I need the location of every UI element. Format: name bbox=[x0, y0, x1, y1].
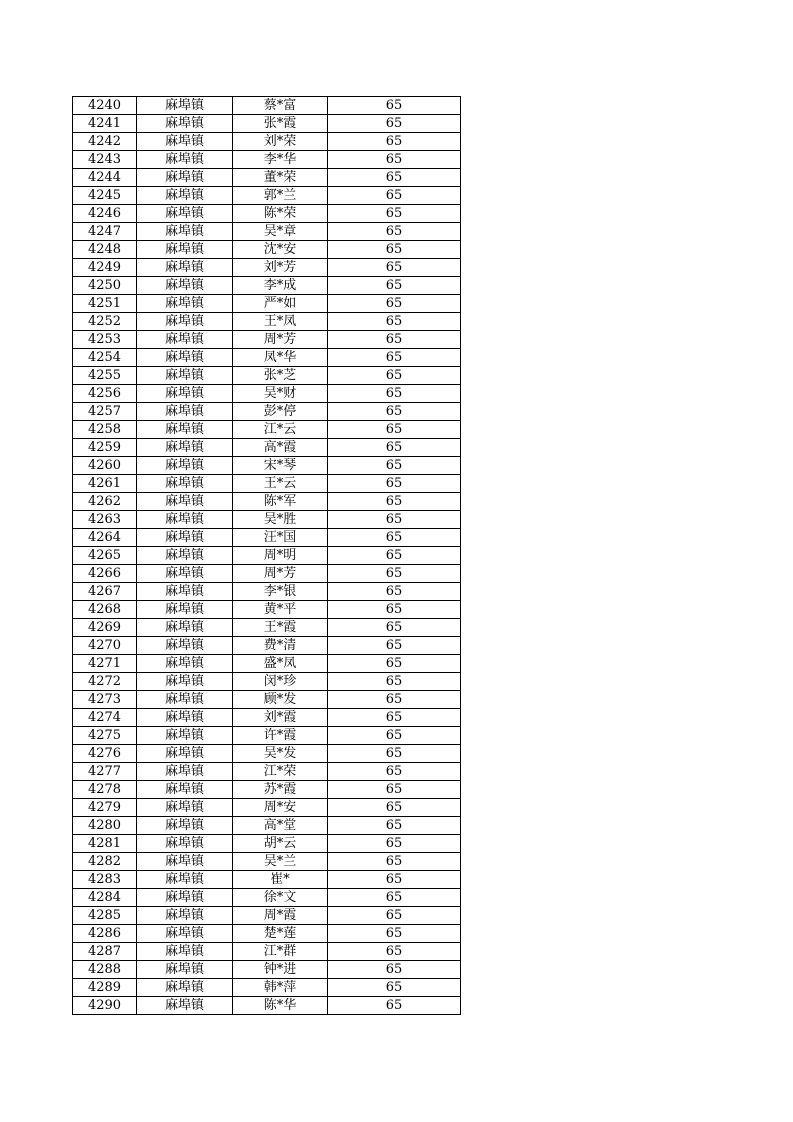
row-number-cell: 4278 bbox=[73, 781, 137, 799]
town-cell: 麻埠镇 bbox=[137, 205, 233, 223]
town-cell: 麻埠镇 bbox=[137, 655, 233, 673]
name-cell: 刘*荣 bbox=[233, 133, 328, 151]
table-row bbox=[73, 169, 461, 187]
town-cell: 麻埠镇 bbox=[137, 295, 233, 313]
table-row bbox=[73, 331, 461, 349]
name-cell: 苏*霞 bbox=[233, 781, 328, 799]
name-cell: 吴*章 bbox=[233, 223, 328, 241]
age-cell: 65 bbox=[328, 853, 461, 871]
row-number-cell: 4241 bbox=[73, 115, 137, 133]
town-cell: 麻埠镇 bbox=[137, 727, 233, 745]
town-cell: 麻埠镇 bbox=[137, 961, 233, 979]
table-row bbox=[73, 223, 461, 241]
town-cell: 麻埠镇 bbox=[137, 547, 233, 565]
age-cell: 65 bbox=[328, 727, 461, 745]
town-cell: 麻埠镇 bbox=[137, 349, 233, 367]
town-cell: 麻埠镇 bbox=[137, 619, 233, 637]
name-cell: 吴*财 bbox=[233, 385, 328, 403]
age-cell: 65 bbox=[328, 133, 461, 151]
name-cell: 郭*兰 bbox=[233, 187, 328, 205]
row-number-cell: 4288 bbox=[73, 961, 137, 979]
row-number-cell: 4276 bbox=[73, 745, 137, 763]
age-cell: 65 bbox=[328, 493, 461, 511]
table-row bbox=[73, 925, 461, 943]
row-number-cell: 4266 bbox=[73, 565, 137, 583]
row-number-cell: 4289 bbox=[73, 979, 137, 997]
name-cell: 刘*芳 bbox=[233, 259, 328, 277]
town-cell: 麻埠镇 bbox=[137, 583, 233, 601]
row-number-cell: 4245 bbox=[73, 187, 137, 205]
table-row bbox=[73, 871, 461, 889]
age-cell: 65 bbox=[328, 619, 461, 637]
age-cell: 65 bbox=[328, 367, 461, 385]
town-cell: 麻埠镇 bbox=[137, 691, 233, 709]
age-cell: 65 bbox=[328, 511, 461, 529]
table-row bbox=[73, 259, 461, 277]
table-row bbox=[73, 907, 461, 925]
table-row bbox=[73, 943, 461, 961]
age-cell: 65 bbox=[328, 403, 461, 421]
table-row bbox=[73, 97, 461, 115]
name-cell: 王*霞 bbox=[233, 619, 328, 637]
town-cell: 麻埠镇 bbox=[137, 889, 233, 907]
age-cell: 65 bbox=[328, 385, 461, 403]
table-row bbox=[73, 583, 461, 601]
row-number-cell: 4240 bbox=[73, 97, 137, 115]
town-cell: 麻埠镇 bbox=[137, 241, 233, 259]
age-cell: 65 bbox=[328, 565, 461, 583]
row-number-cell: 4285 bbox=[73, 907, 137, 925]
town-cell: 麻埠镇 bbox=[137, 259, 233, 277]
town-cell: 麻埠镇 bbox=[137, 115, 233, 133]
town-cell: 麻埠镇 bbox=[137, 385, 233, 403]
town-cell: 麻埠镇 bbox=[137, 943, 233, 961]
row-number-cell: 4284 bbox=[73, 889, 137, 907]
row-number-cell: 4244 bbox=[73, 169, 137, 187]
row-number-cell: 4290 bbox=[73, 997, 137, 1015]
name-cell: 周*安 bbox=[233, 799, 328, 817]
table-row bbox=[73, 619, 461, 637]
town-cell: 麻埠镇 bbox=[137, 493, 233, 511]
row-number-cell: 4262 bbox=[73, 493, 137, 511]
town-cell: 麻埠镇 bbox=[137, 151, 233, 169]
row-number-cell: 4271 bbox=[73, 655, 137, 673]
table-row bbox=[73, 979, 461, 997]
name-cell: 周*霞 bbox=[233, 907, 328, 925]
row-number-cell: 4268 bbox=[73, 601, 137, 619]
row-number-cell: 4258 bbox=[73, 421, 137, 439]
town-cell: 麻埠镇 bbox=[137, 637, 233, 655]
name-cell: 陈*军 bbox=[233, 493, 328, 511]
row-number-cell: 4260 bbox=[73, 457, 137, 475]
age-cell: 65 bbox=[328, 943, 461, 961]
age-cell: 65 bbox=[328, 205, 461, 223]
age-cell: 65 bbox=[328, 745, 461, 763]
name-cell: 汪*国 bbox=[233, 529, 328, 547]
row-number-cell: 4255 bbox=[73, 367, 137, 385]
name-cell: 宋*琴 bbox=[233, 457, 328, 475]
table-body bbox=[73, 97, 461, 1015]
name-cell: 吴*发 bbox=[233, 745, 328, 763]
name-cell: 周*芳 bbox=[233, 565, 328, 583]
table-row bbox=[73, 151, 461, 169]
town-cell: 麻埠镇 bbox=[137, 853, 233, 871]
town-cell: 麻埠镇 bbox=[137, 745, 233, 763]
age-cell: 65 bbox=[328, 115, 461, 133]
town-cell: 麻埠镇 bbox=[137, 817, 233, 835]
name-cell: 黄*平 bbox=[233, 601, 328, 619]
row-number-cell: 4242 bbox=[73, 133, 137, 151]
row-number-cell: 4286 bbox=[73, 925, 137, 943]
age-cell: 65 bbox=[328, 187, 461, 205]
name-cell: 江*荣 bbox=[233, 763, 328, 781]
age-cell: 65 bbox=[328, 673, 461, 691]
age-cell: 65 bbox=[328, 817, 461, 835]
age-cell: 65 bbox=[328, 529, 461, 547]
name-cell: 顾*发 bbox=[233, 691, 328, 709]
row-number-cell: 4264 bbox=[73, 529, 137, 547]
row-number-cell: 4256 bbox=[73, 385, 137, 403]
name-cell: 彭*停 bbox=[233, 403, 328, 421]
town-cell: 麻埠镇 bbox=[137, 367, 233, 385]
table-row bbox=[73, 529, 461, 547]
town-cell: 麻埠镇 bbox=[137, 223, 233, 241]
age-cell: 65 bbox=[328, 547, 461, 565]
name-cell: 徐*文 bbox=[233, 889, 328, 907]
name-cell: 闵*珍 bbox=[233, 673, 328, 691]
town-cell: 麻埠镇 bbox=[137, 781, 233, 799]
town-cell: 麻埠镇 bbox=[137, 169, 233, 187]
age-cell: 65 bbox=[328, 277, 461, 295]
age-cell: 65 bbox=[328, 331, 461, 349]
table-row bbox=[73, 691, 461, 709]
row-number-cell: 4249 bbox=[73, 259, 137, 277]
age-cell: 65 bbox=[328, 457, 461, 475]
town-cell: 麻埠镇 bbox=[137, 835, 233, 853]
name-cell: 盛*凤 bbox=[233, 655, 328, 673]
name-cell: 崔* bbox=[233, 871, 328, 889]
age-cell: 65 bbox=[328, 421, 461, 439]
table-row bbox=[73, 277, 461, 295]
table-row bbox=[73, 493, 461, 511]
age-cell: 65 bbox=[328, 709, 461, 727]
town-cell: 麻埠镇 bbox=[137, 511, 233, 529]
name-cell: 陈*荣 bbox=[233, 205, 328, 223]
table-row bbox=[73, 403, 461, 421]
name-cell: 吴*胜 bbox=[233, 511, 328, 529]
row-number-cell: 4261 bbox=[73, 475, 137, 493]
name-cell: 钟*进 bbox=[233, 961, 328, 979]
age-cell: 65 bbox=[328, 655, 461, 673]
name-cell: 江*群 bbox=[233, 943, 328, 961]
table-row bbox=[73, 763, 461, 781]
age-cell: 65 bbox=[328, 241, 461, 259]
row-number-cell: 4251 bbox=[73, 295, 137, 313]
age-cell: 65 bbox=[328, 835, 461, 853]
table-row bbox=[73, 349, 461, 367]
table-row bbox=[73, 853, 461, 871]
name-cell: 周*芳 bbox=[233, 331, 328, 349]
row-number-cell: 4252 bbox=[73, 313, 137, 331]
town-cell: 麻埠镇 bbox=[137, 331, 233, 349]
town-cell: 麻埠镇 bbox=[137, 763, 233, 781]
table-row bbox=[73, 511, 461, 529]
row-number-cell: 4273 bbox=[73, 691, 137, 709]
town-cell: 麻埠镇 bbox=[137, 799, 233, 817]
age-cell: 65 bbox=[328, 871, 461, 889]
name-cell: 严*如 bbox=[233, 295, 328, 313]
table-row bbox=[73, 655, 461, 673]
age-cell: 65 bbox=[328, 889, 461, 907]
table-row bbox=[73, 601, 461, 619]
age-cell: 65 bbox=[328, 979, 461, 997]
row-number-cell: 4275 bbox=[73, 727, 137, 745]
row-number-cell: 4281 bbox=[73, 835, 137, 853]
age-cell: 65 bbox=[328, 997, 461, 1015]
table-row bbox=[73, 997, 461, 1015]
age-cell: 65 bbox=[328, 583, 461, 601]
town-cell: 麻埠镇 bbox=[137, 133, 233, 151]
table-row bbox=[73, 421, 461, 439]
table-row bbox=[73, 961, 461, 979]
town-cell: 麻埠镇 bbox=[137, 187, 233, 205]
name-cell: 楚*莲 bbox=[233, 925, 328, 943]
table-row bbox=[73, 835, 461, 853]
table-row bbox=[73, 187, 461, 205]
town-cell: 麻埠镇 bbox=[137, 709, 233, 727]
table-row bbox=[73, 799, 461, 817]
table-row bbox=[73, 295, 461, 313]
table-row bbox=[73, 439, 461, 457]
name-cell: 蔡*富 bbox=[233, 97, 328, 115]
name-cell: 刘*霞 bbox=[233, 709, 328, 727]
table-row bbox=[73, 547, 461, 565]
age-cell: 65 bbox=[328, 763, 461, 781]
row-number-cell: 4263 bbox=[73, 511, 137, 529]
age-cell: 65 bbox=[328, 691, 461, 709]
row-number-cell: 4257 bbox=[73, 403, 137, 421]
town-cell: 麻埠镇 bbox=[137, 907, 233, 925]
town-cell: 麻埠镇 bbox=[137, 97, 233, 115]
name-cell: 高*堂 bbox=[233, 817, 328, 835]
row-number-cell: 4280 bbox=[73, 817, 137, 835]
table-row bbox=[73, 817, 461, 835]
age-cell: 65 bbox=[328, 349, 461, 367]
name-cell: 董*荣 bbox=[233, 169, 328, 187]
town-cell: 麻埠镇 bbox=[137, 601, 233, 619]
table-row bbox=[73, 781, 461, 799]
table-row bbox=[73, 745, 461, 763]
row-number-cell: 4265 bbox=[73, 547, 137, 565]
row-number-cell: 4254 bbox=[73, 349, 137, 367]
age-cell: 65 bbox=[328, 223, 461, 241]
age-cell: 65 bbox=[328, 601, 461, 619]
table-row bbox=[73, 637, 461, 655]
table-row bbox=[73, 241, 461, 259]
name-cell: 沈*安 bbox=[233, 241, 328, 259]
age-cell: 65 bbox=[328, 925, 461, 943]
age-cell: 65 bbox=[328, 169, 461, 187]
town-cell: 麻埠镇 bbox=[137, 421, 233, 439]
row-number-cell: 4272 bbox=[73, 673, 137, 691]
town-cell: 麻埠镇 bbox=[137, 871, 233, 889]
town-cell: 麻埠镇 bbox=[137, 457, 233, 475]
age-cell: 65 bbox=[328, 295, 461, 313]
age-cell: 65 bbox=[328, 799, 461, 817]
row-number-cell: 4277 bbox=[73, 763, 137, 781]
name-cell: 高*霞 bbox=[233, 439, 328, 457]
age-cell: 65 bbox=[328, 313, 461, 331]
name-cell: 胡*云 bbox=[233, 835, 328, 853]
row-number-cell: 4250 bbox=[73, 277, 137, 295]
name-cell: 王*云 bbox=[233, 475, 328, 493]
table-row bbox=[73, 727, 461, 745]
town-cell: 麻埠镇 bbox=[137, 277, 233, 295]
age-cell: 65 bbox=[328, 97, 461, 115]
table-row bbox=[73, 457, 461, 475]
name-cell: 许*霞 bbox=[233, 727, 328, 745]
row-number-cell: 4274 bbox=[73, 709, 137, 727]
row-number-cell: 4248 bbox=[73, 241, 137, 259]
row-number-cell: 4246 bbox=[73, 205, 137, 223]
row-number-cell: 4247 bbox=[73, 223, 137, 241]
table-row bbox=[73, 673, 461, 691]
row-number-cell: 4253 bbox=[73, 331, 137, 349]
town-cell: 麻埠镇 bbox=[137, 313, 233, 331]
row-number-cell: 4267 bbox=[73, 583, 137, 601]
name-cell: 李*华 bbox=[233, 151, 328, 169]
table-row bbox=[73, 367, 461, 385]
age-cell: 65 bbox=[328, 961, 461, 979]
table-row bbox=[73, 889, 461, 907]
name-cell: 李*银 bbox=[233, 583, 328, 601]
age-cell: 65 bbox=[328, 259, 461, 277]
table-row bbox=[73, 385, 461, 403]
name-cell: 韩*萍 bbox=[233, 979, 328, 997]
name-cell: 费*清 bbox=[233, 637, 328, 655]
age-cell: 65 bbox=[328, 151, 461, 169]
name-cell: 周*明 bbox=[233, 547, 328, 565]
town-cell: 麻埠镇 bbox=[137, 529, 233, 547]
name-cell: 王*凤 bbox=[233, 313, 328, 331]
age-cell: 65 bbox=[328, 439, 461, 457]
table-row bbox=[73, 115, 461, 133]
row-number-cell: 4270 bbox=[73, 637, 137, 655]
row-number-cell: 4259 bbox=[73, 439, 137, 457]
age-cell: 65 bbox=[328, 475, 461, 493]
town-cell: 麻埠镇 bbox=[137, 673, 233, 691]
name-cell: 陈*华 bbox=[233, 997, 328, 1015]
table-row bbox=[73, 709, 461, 727]
name-cell: 凤*华 bbox=[233, 349, 328, 367]
name-cell: 吴*兰 bbox=[233, 853, 328, 871]
age-cell: 65 bbox=[328, 907, 461, 925]
row-number-cell: 4279 bbox=[73, 799, 137, 817]
table-row bbox=[73, 205, 461, 223]
town-cell: 麻埠镇 bbox=[137, 475, 233, 493]
name-cell: 李*成 bbox=[233, 277, 328, 295]
table-row bbox=[73, 313, 461, 331]
data-table bbox=[72, 96, 461, 1015]
town-cell: 麻埠镇 bbox=[137, 979, 233, 997]
row-number-cell: 4282 bbox=[73, 853, 137, 871]
table-row bbox=[73, 565, 461, 583]
age-cell: 65 bbox=[328, 781, 461, 799]
row-number-cell: 4269 bbox=[73, 619, 137, 637]
name-cell: 张*芝 bbox=[233, 367, 328, 385]
table-row bbox=[73, 133, 461, 151]
town-cell: 麻埠镇 bbox=[137, 403, 233, 421]
town-cell: 麻埠镇 bbox=[137, 439, 233, 457]
age-cell: 65 bbox=[328, 637, 461, 655]
town-cell: 麻埠镇 bbox=[137, 565, 233, 583]
town-cell: 麻埠镇 bbox=[137, 925, 233, 943]
name-cell: 张*霞 bbox=[233, 115, 328, 133]
town-cell: 麻埠镇 bbox=[137, 997, 233, 1015]
row-number-cell: 4243 bbox=[73, 151, 137, 169]
row-number-cell: 4287 bbox=[73, 943, 137, 961]
table-row bbox=[73, 475, 461, 493]
name-cell: 江*云 bbox=[233, 421, 328, 439]
row-number-cell: 4283 bbox=[73, 871, 137, 889]
